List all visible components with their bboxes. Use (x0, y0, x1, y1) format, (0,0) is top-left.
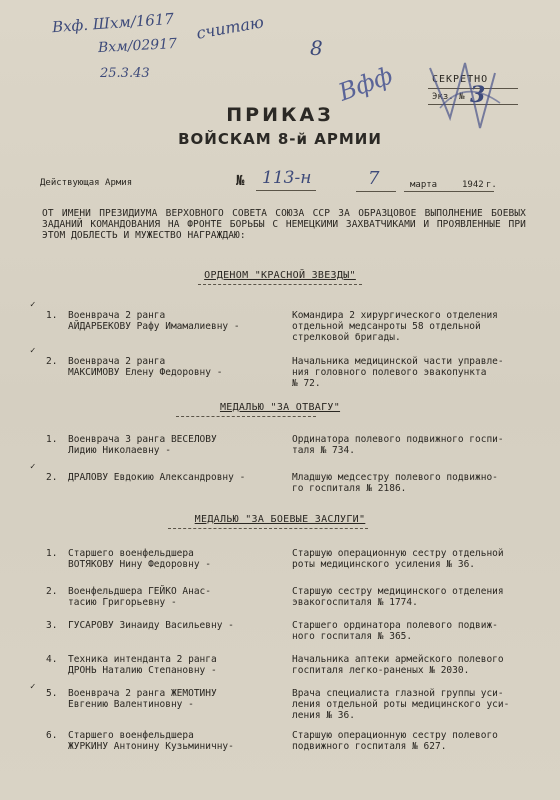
handwritten-registration-2: Вхм/02917 (97, 35, 178, 57)
order-day: 7 (368, 168, 380, 189)
handwritten-note: считаю (194, 12, 266, 43)
order-year: 1942 (462, 180, 484, 190)
handwritten-registration-1: Вхф. Шхм/1617 (51, 9, 175, 37)
order-year-suffix: г. (486, 180, 497, 190)
copy-label: Экз. № (432, 92, 465, 102)
section-title: МЕДАЛЬЮ "ЗА БОЕВЫЕ ЗАСЛУГИ" (194, 514, 366, 525)
order-subtitle: ВОЙСКАМ 8-й АРМИИ (178, 130, 382, 148)
award-row: ✓ 1. Военврача 2 ранга АЙДАРБЕКОВУ Рафу Имамалиевну - Командира 2 хирургического отделения отдельной медсанроты 58 отдельной стрелковой бригады. (30, 300, 498, 343)
order-title: ПРИКАЗ (226, 104, 334, 126)
location-label: Действующая Армия (40, 178, 133, 188)
handwritten-mark: Вфф (334, 61, 397, 107)
handwritten-corner-mark: 8 (310, 36, 323, 60)
award-row: 2. Военфельдшера ГЕЙКО Анас- тасию Григорьевну - Старшую сестру медицинского отделения эвакогоспиталя № 1774. (46, 586, 504, 608)
section-title: МЕДАЛЬЮ "ЗА ОТВАГУ" (219, 402, 341, 413)
copy-number: 3 (470, 82, 486, 108)
preamble-text: ОТ ИМЕНИ ПРЕЗИДИУМА ВЕРХОВНОГО СОВЕТА СОЮЗА ССР ЗА ОБРАЗЦОВОЕ ВЫПОЛНЕНИЕ БОЕВЫХ ЗАДАНИЙ КОМАНДОВАНИЯ НА ФРОНТЕ БОРЬБЫ С НЕМЕЦКИМИ ЗАХВАТЧИКАМИ И ПРОЯВЛЕННЫЕ ПРИ ЭТОМ ДОБЛЕСТЬ И МУЖЕСТВО НАГРАЖДАЮ: (42, 208, 526, 241)
secret-label: СЕКРЕТНО (432, 74, 489, 85)
award-row: ✓ 2. ДРАЛОВУ Евдокию Александровну - Младшую медсестру полевого подвижно- го госпиталя № 2186. (30, 462, 498, 494)
award-row: 4. Техника интенданта 2 ранга ДРОНЬ Наталию Степановну - Начальника аптеки армейского полевого госпиталя легко-раненых № 2030. (46, 654, 504, 676)
award-row: ✓ 2. Военврача 2 ранга МАКСИМОВУ Елену Федоровну - Начальника медицинской части управле- ния головного полевого эвакопункта № 72. (30, 346, 504, 389)
order-number-label: № (236, 173, 245, 189)
order-number-value: 113-н (262, 168, 312, 188)
award-row: ✓ 5. Военврача 2 ранга ЖЕМОТИНУ Евгению Валентиновну - Врача специалиста глазной группы уси- ления отдельной роты медицинского уси- ления № 36. (30, 682, 510, 721)
award-row: 1. Старшего военфельдшера ВОТЯКОВУ Нину Федоровну - Старшую операционную сестру отдельной роты медицинского усиления № 36. (46, 548, 504, 570)
award-row: 1. Военврача 3 ранга ВЕСЕЛОВУ Лидию Николаевну - Ординатора полевого подвижного госпи- таля № 734. (46, 434, 504, 456)
award-row: 6. Старшего военфельдшера ЖУРКИНУ Антонину Кузьминичну- Старшую операционную сестру полевого подвижного госпиталя № 627. (46, 730, 498, 752)
handwritten-date: 25.3.43 (100, 66, 150, 81)
award-row: 3. ГУСАРОВУ Зинаиду Васильевну - Старшего ординатора полевого подвиж- ного госпиталя № 365. (46, 620, 498, 642)
section-title: ОРДЕНОМ "КРАСНОЙ ЗВЕЗДЫ" (204, 270, 356, 281)
order-month: марта (410, 180, 438, 190)
